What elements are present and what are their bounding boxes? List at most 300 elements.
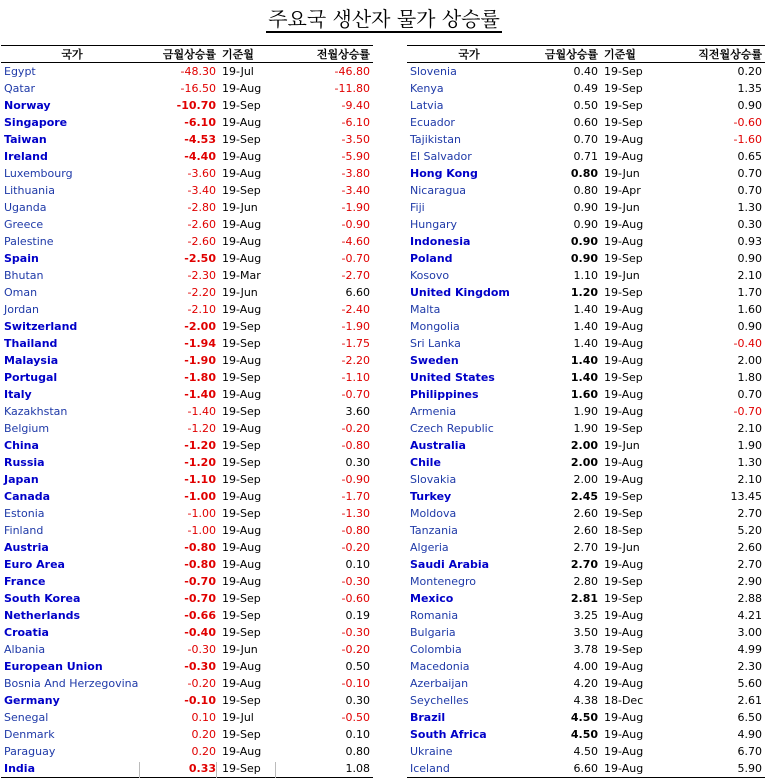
prev-rate-cell: 1.70 bbox=[737, 286, 762, 299]
month-cell: 19-Aug bbox=[222, 490, 262, 503]
table-row bbox=[1, 743, 373, 760]
month-cell: 19-Aug bbox=[222, 354, 262, 367]
table-row bbox=[1, 437, 373, 454]
month-cell: 19-Apr bbox=[604, 184, 641, 197]
table-row bbox=[407, 675, 765, 692]
country-cell: China bbox=[4, 439, 39, 452]
month-cell: 19-Aug bbox=[222, 218, 262, 231]
prev-rate-cell: 2.10 bbox=[737, 473, 762, 486]
table-row bbox=[1, 80, 373, 97]
rate-cell: 2.70 bbox=[570, 558, 598, 571]
month-cell: 19-Aug bbox=[222, 575, 262, 588]
table-row bbox=[1, 148, 373, 165]
prev-rate-cell: 1.08 bbox=[277, 760, 373, 778]
table-row bbox=[1, 556, 373, 573]
month-cell: 19-Jun bbox=[604, 269, 640, 282]
table-row bbox=[407, 556, 765, 573]
month-cell: 19-Sep bbox=[604, 643, 643, 656]
divider bbox=[275, 762, 276, 778]
country-cell: Mexico bbox=[410, 592, 454, 605]
country-cell: Austria bbox=[4, 541, 49, 554]
month-cell: 19-Sep bbox=[222, 439, 261, 452]
rate-cell: -10.70 bbox=[176, 99, 216, 112]
table-row bbox=[1, 590, 373, 607]
rate-cell: -4.53 bbox=[184, 133, 216, 146]
rate-cell: -1.90 bbox=[184, 354, 216, 367]
prev-rate-cell: 1.35 bbox=[737, 82, 762, 95]
country-cell: Armenia bbox=[410, 405, 457, 418]
prev-rate-cell: 2.70 bbox=[737, 507, 762, 520]
prev-rate-cell: -0.80 bbox=[341, 439, 370, 452]
country-cell: Russia bbox=[4, 456, 45, 469]
month-cell: 19-Sep bbox=[222, 337, 261, 350]
rate-cell: 4.50 bbox=[573, 745, 598, 758]
month-cell: 19-Jun bbox=[222, 286, 258, 299]
country-cell: Taiwan bbox=[4, 133, 47, 146]
rate-cell: -0.40 bbox=[184, 626, 216, 639]
rate-cell: 1.90 bbox=[573, 405, 598, 418]
table-row bbox=[407, 63, 765, 81]
rate-cell: 2.60 bbox=[573, 507, 598, 520]
country-cell: Moldova bbox=[410, 507, 457, 520]
country-cell: Ireland bbox=[4, 150, 48, 163]
country-cell: Chile bbox=[410, 456, 441, 469]
prev-rate-cell: -0.40 bbox=[733, 337, 762, 350]
country-cell: Indonesia bbox=[410, 235, 471, 248]
rate-cell: -1.20 bbox=[184, 456, 216, 469]
table-row bbox=[407, 454, 765, 471]
table-row bbox=[1, 165, 373, 182]
rate-cell: 2.70 bbox=[573, 541, 598, 554]
month-cell: 19-Jun bbox=[222, 643, 258, 656]
rate-cell: -2.30 bbox=[187, 269, 216, 282]
month-cell: 19-Aug bbox=[222, 660, 262, 673]
month-cell: 19-Sep bbox=[222, 184, 261, 197]
table-row bbox=[1, 522, 373, 539]
prev-rate-cell: -0.60 bbox=[341, 592, 370, 605]
prev-rate-cell: -3.80 bbox=[341, 167, 370, 180]
table-row bbox=[1, 114, 373, 131]
month-cell: 19-Jun bbox=[604, 439, 640, 452]
month-cell: 19-Aug bbox=[222, 167, 262, 180]
rate-cell: 0.60 bbox=[573, 116, 598, 129]
month-cell: 19-Aug bbox=[604, 609, 644, 622]
table-row bbox=[407, 335, 765, 352]
rate-cell: -2.80 bbox=[187, 201, 216, 214]
month-cell: 19-Sep bbox=[222, 507, 261, 520]
rate-cell: 0.70 bbox=[573, 133, 598, 146]
country-cell: Egypt bbox=[4, 65, 36, 78]
prev-rate-cell: -1.75 bbox=[341, 337, 370, 350]
country-cell: Saudi Arabia bbox=[410, 558, 490, 571]
country-cell: Tanzania bbox=[410, 524, 458, 537]
prev-rate-cell: -1.90 bbox=[341, 320, 370, 333]
month-cell: 19-Aug bbox=[604, 337, 644, 350]
column-header-rate: 금월상승률 bbox=[531, 46, 601, 63]
country-cell: Paraguay bbox=[4, 745, 56, 758]
table-row bbox=[1, 505, 373, 522]
country-cell: Brazil bbox=[410, 711, 446, 724]
prev-rate-cell: 0.19 bbox=[345, 609, 370, 622]
column-header-month: 기준월 bbox=[601, 46, 661, 63]
column-header-country: 국가 bbox=[1, 46, 143, 63]
prev-rate-cell: 5.90 bbox=[661, 760, 765, 778]
rate-cell: -1.80 bbox=[184, 371, 216, 384]
rate-cell: 0.50 bbox=[573, 99, 598, 112]
country-cell: Tajikistan bbox=[410, 133, 461, 146]
table-row bbox=[407, 216, 765, 233]
country-cell: Greece bbox=[4, 218, 44, 231]
prev-rate-cell: -5.90 bbox=[341, 150, 370, 163]
month-cell: 19-Jul bbox=[222, 65, 254, 78]
country-cell: Macedonia bbox=[410, 660, 470, 673]
prev-rate-cell: -11.80 bbox=[334, 82, 370, 95]
table-row bbox=[407, 505, 765, 522]
month-cell: 19-Aug bbox=[604, 388, 644, 401]
country-cell: Ecuador bbox=[410, 116, 455, 129]
prev-rate-cell: -0.70 bbox=[341, 252, 370, 265]
country-cell: Nicaragua bbox=[410, 184, 467, 197]
table-row bbox=[1, 539, 373, 556]
table-row bbox=[1, 607, 373, 624]
prev-rate-cell: 3.00 bbox=[737, 626, 762, 639]
prev-rate-cell: 4.21 bbox=[737, 609, 762, 622]
prev-rate-cell: -0.10 bbox=[341, 677, 370, 690]
country-cell: Sweden bbox=[410, 354, 459, 367]
table-row bbox=[407, 624, 765, 641]
table-row bbox=[407, 318, 765, 335]
country-cell: Finland bbox=[4, 524, 44, 537]
table-row bbox=[407, 267, 765, 284]
rate-cell: -1.00 bbox=[187, 524, 216, 537]
month-cell: 19-Aug bbox=[604, 320, 644, 333]
prev-rate-cell: -2.70 bbox=[341, 269, 370, 282]
country-cell: United Kingdom bbox=[410, 286, 510, 299]
month-cell: 18-Sep bbox=[604, 524, 643, 537]
country-cell: India bbox=[1, 760, 143, 778]
rate-cell: -0.80 bbox=[184, 558, 216, 571]
month-cell: 19-Sep bbox=[222, 133, 261, 146]
prev-rate-cell: 0.30 bbox=[345, 694, 370, 707]
month-cell: 19-Aug bbox=[604, 218, 644, 231]
month-cell: 19-Sep bbox=[222, 626, 261, 639]
prev-rate-cell: -3.40 bbox=[341, 184, 370, 197]
prev-rate-cell: -0.90 bbox=[341, 218, 370, 231]
table-row bbox=[407, 233, 765, 250]
table-row bbox=[407, 437, 765, 454]
country-cell: Bulgaria bbox=[410, 626, 456, 639]
month-cell: 18-Dec bbox=[604, 694, 644, 707]
prev-rate-cell: 0.90 bbox=[737, 99, 762, 112]
rate-cell: -2.60 bbox=[187, 218, 216, 231]
month-cell: 19-Aug bbox=[222, 524, 262, 537]
prev-rate-cell: -6.10 bbox=[341, 116, 370, 129]
table-row bbox=[1, 573, 373, 590]
rate-cell: 6.60 bbox=[531, 760, 601, 778]
rate-cell: 1.60 bbox=[570, 388, 598, 401]
country-cell: Uganda bbox=[4, 201, 47, 214]
prev-rate-cell: 0.70 bbox=[737, 167, 762, 180]
rate-cell: 0.49 bbox=[573, 82, 598, 95]
rate-cell: 3.25 bbox=[573, 609, 598, 622]
country-cell: Palestine bbox=[4, 235, 54, 248]
prev-rate-cell: 2.88 bbox=[737, 592, 762, 605]
rate-cell: 2.00 bbox=[573, 473, 598, 486]
prev-rate-cell: 0.30 bbox=[345, 456, 370, 469]
country-cell: Senegal bbox=[4, 711, 49, 724]
month-cell: 19-Jun bbox=[604, 167, 640, 180]
rate-cell: 0.90 bbox=[573, 218, 598, 231]
country-cell: Qatar bbox=[4, 82, 35, 95]
prev-rate-cell: 1.80 bbox=[737, 371, 762, 384]
rate-cell: -48.30 bbox=[180, 65, 216, 78]
rate-cell: 4.38 bbox=[573, 694, 598, 707]
prev-rate-cell: 0.90 bbox=[737, 320, 762, 333]
month-cell: 19-Sep bbox=[604, 252, 643, 265]
prev-rate-cell: -0.80 bbox=[341, 524, 370, 537]
prev-rate-cell: -2.20 bbox=[341, 354, 370, 367]
prev-rate-cell: -1.30 bbox=[341, 507, 370, 520]
column-header-country: 국가 bbox=[407, 46, 531, 63]
prev-rate-cell: 0.10 bbox=[345, 558, 370, 571]
table-row bbox=[1, 216, 373, 233]
prev-rate-cell: -0.70 bbox=[733, 405, 762, 418]
month-cell: 19-Sep bbox=[222, 694, 261, 707]
month-cell: 19-Aug bbox=[222, 677, 262, 690]
country-cell: Kazakhstan bbox=[4, 405, 68, 418]
prev-rate-cell: 4.99 bbox=[737, 643, 762, 656]
rate-cell: -0.66 bbox=[184, 609, 216, 622]
month-cell: 19-Aug bbox=[222, 116, 262, 129]
prev-rate-cell: 5.60 bbox=[737, 677, 762, 690]
table-header bbox=[407, 46, 765, 63]
month-cell: 19-Aug bbox=[604, 473, 644, 486]
rate-cell: -16.50 bbox=[180, 82, 216, 95]
rate-cell: 1.40 bbox=[570, 371, 598, 384]
rate-cell: 2.60 bbox=[573, 524, 598, 537]
country-cell: Bosnia And Herzegovina bbox=[4, 677, 139, 690]
prev-rate-cell: 0.50 bbox=[345, 660, 370, 673]
table-row bbox=[1, 471, 373, 488]
rate-cell: -1.00 bbox=[184, 490, 216, 503]
country-cell: Ukraine bbox=[410, 745, 453, 758]
prev-rate-cell: 6.70 bbox=[737, 745, 762, 758]
month-cell: 19-Aug bbox=[222, 541, 262, 554]
country-cell: Canada bbox=[4, 490, 51, 503]
rate-cell: 0.20 bbox=[191, 728, 216, 741]
country-cell: South Africa bbox=[410, 728, 487, 741]
month-cell: 19-Jul bbox=[222, 711, 254, 724]
table-row bbox=[1, 267, 373, 284]
rate-cell: 1.40 bbox=[573, 337, 598, 350]
rate-cell: 2.45 bbox=[570, 490, 598, 503]
rate-cell: 0.90 bbox=[570, 252, 598, 265]
rate-cell: -2.20 bbox=[187, 286, 216, 299]
prev-rate-cell: -0.50 bbox=[341, 711, 370, 724]
rate-cell: 0.90 bbox=[570, 235, 598, 248]
rate-cell: -1.00 bbox=[187, 507, 216, 520]
country-cell: Italy bbox=[4, 388, 32, 401]
prev-rate-cell: -46.80 bbox=[334, 65, 370, 78]
rate-cell: 4.50 bbox=[570, 711, 598, 724]
table-row bbox=[407, 488, 765, 505]
country-cell: Hungary bbox=[410, 218, 457, 231]
rate-cell: 1.10 bbox=[573, 269, 598, 282]
country-cell: Montenegro bbox=[410, 575, 477, 588]
prev-rate-cell: 13.45 bbox=[730, 490, 762, 503]
prev-rate-cell: -9.40 bbox=[341, 99, 370, 112]
table-row bbox=[407, 760, 765, 778]
rate-cell: -0.80 bbox=[184, 541, 216, 554]
table-header bbox=[1, 46, 373, 63]
country-cell: Japan bbox=[4, 473, 39, 486]
rate-cell: -0.30 bbox=[187, 643, 216, 656]
table-row bbox=[1, 131, 373, 148]
right-table bbox=[407, 45, 765, 778]
table-row bbox=[407, 403, 765, 420]
table-row bbox=[1, 97, 373, 114]
country-cell: Fiji bbox=[410, 201, 425, 214]
month-cell: 19-Sep bbox=[604, 422, 643, 435]
month-cell: 19-Sep bbox=[222, 456, 261, 469]
table-row bbox=[407, 97, 765, 114]
column-header-month: 기준월 bbox=[219, 46, 277, 63]
rate-cell: -2.00 bbox=[184, 320, 216, 333]
rate-cell: -0.30 bbox=[184, 660, 216, 673]
country-cell: Colombia bbox=[410, 643, 462, 656]
rate-cell: 0.20 bbox=[191, 745, 216, 758]
month-cell: 19-Aug bbox=[604, 405, 644, 418]
table-row bbox=[407, 726, 765, 743]
month-cell: 19-Jun bbox=[222, 201, 258, 214]
table-row bbox=[1, 335, 373, 352]
divider bbox=[216, 762, 217, 778]
table-row bbox=[1, 760, 373, 778]
prev-rate-cell: -1.60 bbox=[733, 133, 762, 146]
table-row bbox=[1, 709, 373, 726]
prev-rate-cell: 0.65 bbox=[737, 150, 762, 163]
month-cell: 19-Jun bbox=[604, 541, 640, 554]
prev-rate-cell: -0.20 bbox=[341, 541, 370, 554]
rate-cell: -2.60 bbox=[187, 235, 216, 248]
prev-rate-cell: 2.10 bbox=[737, 269, 762, 282]
month-cell: 19-Aug bbox=[222, 150, 262, 163]
table-row bbox=[407, 199, 765, 216]
prev-rate-cell: 6.60 bbox=[345, 286, 370, 299]
country-cell: Belgium bbox=[4, 422, 50, 435]
prev-rate-cell: -1.10 bbox=[341, 371, 370, 384]
month-cell: 19-Sep bbox=[604, 575, 643, 588]
country-cell: Portugal bbox=[4, 371, 58, 384]
rate-cell: 3.50 bbox=[573, 626, 598, 639]
prev-rate-cell: -0.90 bbox=[341, 473, 370, 486]
country-cell: Albania bbox=[4, 643, 46, 656]
country-cell: Jordan bbox=[4, 303, 39, 316]
rate-cell: 0.33 bbox=[143, 760, 219, 778]
prev-rate-cell: 1.30 bbox=[737, 456, 762, 469]
rate-cell: 0.90 bbox=[573, 201, 598, 214]
table-row bbox=[407, 607, 765, 624]
country-cell: Croatia bbox=[4, 626, 49, 639]
table-row bbox=[407, 743, 765, 760]
prev-rate-cell: 6.50 bbox=[737, 711, 762, 724]
rate-cell: 0.80 bbox=[570, 167, 598, 180]
country-cell: Malaysia bbox=[4, 354, 59, 367]
table-row bbox=[1, 420, 373, 437]
country-cell: Sri Lanka bbox=[410, 337, 461, 350]
rate-cell: -4.40 bbox=[184, 150, 216, 163]
prev-rate-cell: 0.80 bbox=[345, 745, 370, 758]
country-cell: South Korea bbox=[4, 592, 81, 605]
month-cell: 19-Sep bbox=[604, 99, 643, 112]
month-cell: 19-Aug bbox=[604, 235, 644, 248]
month-cell: 19-Sep bbox=[222, 728, 261, 741]
table-row bbox=[407, 522, 765, 539]
country-cell: Oman bbox=[4, 286, 38, 299]
table-row bbox=[1, 318, 373, 335]
table-row bbox=[407, 80, 765, 97]
table-row bbox=[407, 284, 765, 301]
table-row bbox=[1, 63, 373, 81]
table-row bbox=[1, 675, 373, 692]
country-cell: European Union bbox=[4, 660, 103, 673]
country-cell: United States bbox=[410, 371, 495, 384]
month-cell: 19-Sep bbox=[222, 592, 261, 605]
prev-rate-cell: -1.70 bbox=[341, 490, 370, 503]
month-cell: 19-Sep bbox=[222, 473, 261, 486]
table-row bbox=[407, 182, 765, 199]
country-cell: Philippines bbox=[410, 388, 479, 401]
country-cell: Luxembourg bbox=[4, 167, 73, 180]
country-cell: Singapore bbox=[4, 116, 68, 129]
table-row bbox=[407, 692, 765, 709]
rate-cell: -0.20 bbox=[187, 677, 216, 690]
month-cell: 19-Sep bbox=[604, 371, 643, 384]
prev-rate-cell: 4.90 bbox=[737, 728, 762, 741]
month-cell: 19-Sep bbox=[604, 82, 643, 95]
month-cell: 19-Sep bbox=[604, 286, 643, 299]
table-row bbox=[407, 420, 765, 437]
table-row bbox=[1, 403, 373, 420]
country-cell: France bbox=[4, 575, 46, 588]
month-cell: 19-Sep bbox=[604, 65, 643, 78]
country-cell: Bhutan bbox=[4, 269, 44, 282]
country-cell: Lithuania bbox=[4, 184, 55, 197]
month-cell: 19-Aug bbox=[601, 760, 661, 778]
table-row bbox=[407, 148, 765, 165]
rate-cell: 4.00 bbox=[573, 660, 598, 673]
country-cell: Estonia bbox=[4, 507, 45, 520]
country-cell: Thailand bbox=[4, 337, 58, 350]
rate-cell: -0.70 bbox=[184, 575, 216, 588]
table-row bbox=[1, 284, 373, 301]
table-row bbox=[1, 454, 373, 471]
prev-rate-cell: 2.30 bbox=[737, 660, 762, 673]
rate-cell: 1.40 bbox=[573, 320, 598, 333]
table-row bbox=[407, 590, 765, 607]
month-cell: 19-Sep bbox=[222, 371, 261, 384]
prev-rate-cell: 2.60 bbox=[737, 541, 762, 554]
prev-rate-cell: 1.30 bbox=[737, 201, 762, 214]
month-cell: 19-Aug bbox=[222, 252, 262, 265]
prev-rate-cell: 2.90 bbox=[737, 575, 762, 588]
table-row bbox=[1, 352, 373, 369]
prev-rate-cell: 0.10 bbox=[345, 728, 370, 741]
prev-rate-cell: -0.70 bbox=[341, 388, 370, 401]
prev-rate-cell: 0.93 bbox=[737, 235, 762, 248]
month-cell: 19-Aug bbox=[222, 235, 262, 248]
prev-rate-cell: 0.30 bbox=[737, 218, 762, 231]
